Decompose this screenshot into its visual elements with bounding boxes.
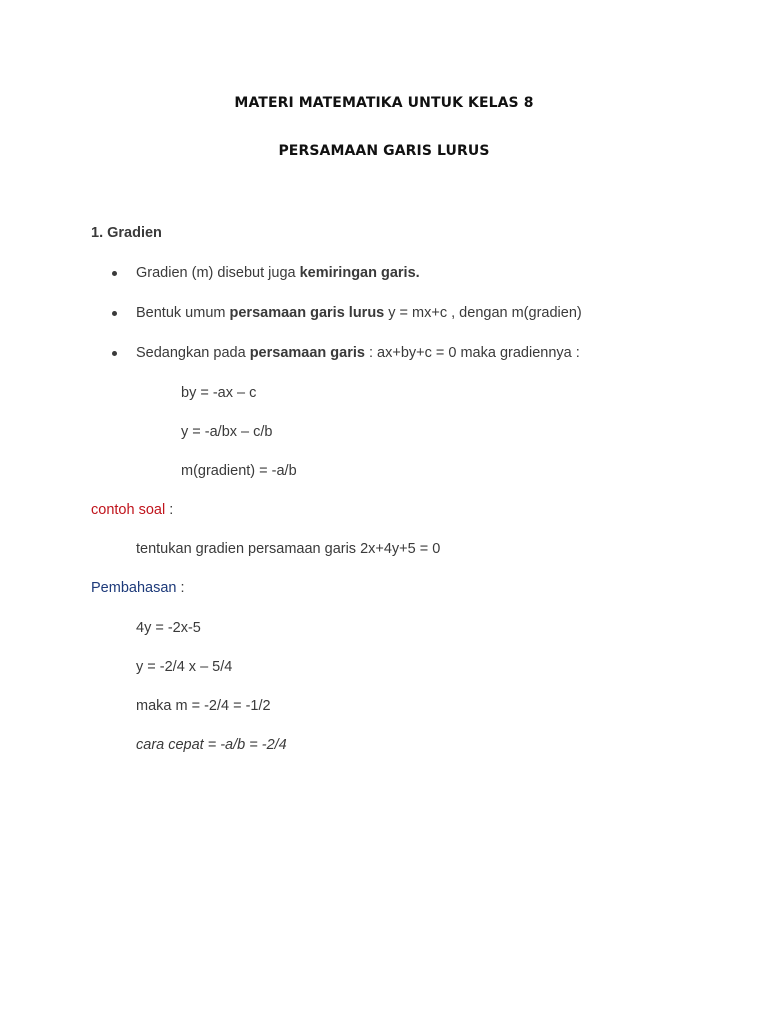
document-title: MATERI MATEMATIKA UNTUK KELAS 8: [234, 95, 534, 111]
bullet-bold-term: persamaan garis lurus: [229, 305, 385, 321]
solution-shortcut: cara cepat = -a/b = -2/4: [136, 737, 287, 753]
bullet-text-part: Sedangkan pada: [136, 345, 250, 361]
bullet-text: [136, 304, 582, 322]
bullet-text: [136, 264, 420, 282]
formula-line: m(gradient) = -a/b: [181, 463, 297, 479]
bullet-text-part: y = mx+c , dengan m(gradien): [384, 305, 582, 321]
example-heading: [91, 501, 173, 519]
bullet-dot-icon: [112, 271, 117, 276]
solution-step: maka m = -2/4 = -1/2: [136, 698, 271, 714]
solution-step: y = -2/4 x – 5/4: [136, 659, 233, 675]
formula-line: y = -a/bx – c/b: [181, 424, 273, 440]
bullet-text-part: Bentuk umum: [136, 305, 230, 321]
example-colon: :: [165, 502, 174, 518]
bullet-dot-icon: [112, 351, 117, 356]
bullet-bold-term: persamaan garis: [249, 345, 365, 361]
bullet-bold-term: kemiringan garis.: [299, 265, 420, 281]
formula-line: by = -ax – c: [181, 385, 257, 401]
solution-label: Pembahasan: [91, 580, 177, 596]
bullet-dot-icon: [112, 311, 117, 316]
document-subtitle: PERSAMAAN GARIS LURUS: [278, 143, 490, 159]
solution-colon: :: [176, 580, 185, 596]
bullet-text-part: : ax+by+c = 0 maka gradiennya :: [364, 345, 580, 361]
solution-heading: [91, 579, 185, 597]
example-question: tentukan gradien persamaan garis 2x+4y+5 = 0: [136, 541, 441, 557]
solution-step: 4y = -2x-5: [136, 620, 201, 636]
bullet-text-part: Gradien (m) disebut juga: [136, 265, 300, 281]
example-label: contoh soal: [91, 502, 166, 518]
bullet-text: [136, 344, 580, 362]
section-heading: 1. Gradien: [91, 225, 162, 241]
